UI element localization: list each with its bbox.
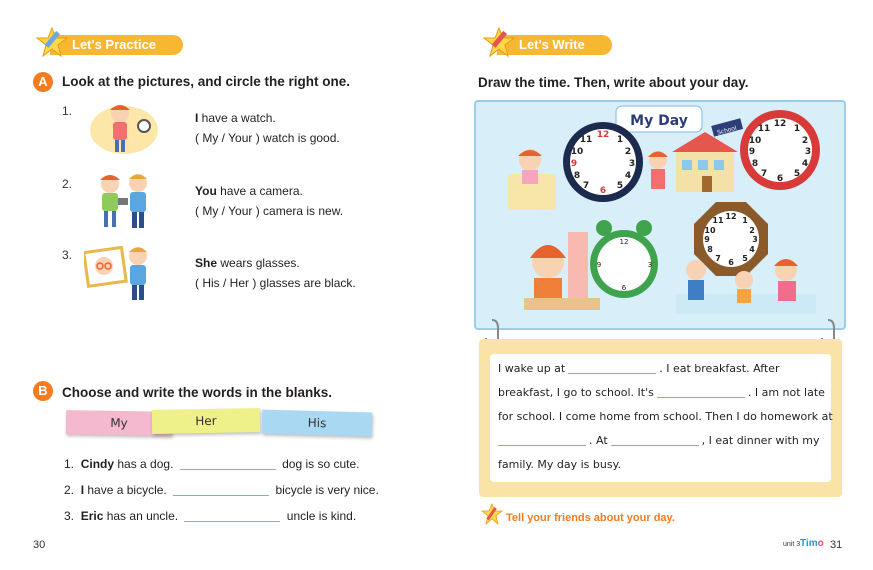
svg-text:12: 12: [596, 130, 610, 140]
answer-blank[interactable]: [657, 397, 745, 398]
svg-text:3: 3: [628, 159, 636, 169]
section-a-title: Look at the pictures, and circle the right one.: [62, 74, 351, 89]
write-instruction: Draw the time. Then, write about your day.: [478, 75, 749, 90]
answer-blank[interactable]: [173, 495, 269, 496]
item-choice[interactable]: ( His / Her ) glasses are black.: [195, 276, 356, 290]
lets-write-banner: [497, 35, 612, 55]
svg-text:12: 12: [725, 212, 737, 221]
svg-text:12: 12: [619, 238, 629, 246]
svg-text:9: 9: [596, 261, 602, 269]
svg-text:1: 1: [793, 124, 801, 134]
kids-with-camera-picture: [88, 172, 160, 230]
section-a-badge: A: [33, 72, 53, 92]
svg-text:6: 6: [599, 186, 607, 196]
svg-text:7: 7: [760, 169, 768, 179]
svg-text:3: 3: [647, 261, 653, 269]
svg-text:6: 6: [621, 284, 627, 292]
page-number-right: 31: [830, 539, 843, 551]
svg-text:10: 10: [570, 147, 584, 157]
svg-text:11: 11: [579, 135, 593, 145]
svg-text:9: 9: [704, 235, 710, 244]
school-sign: School: [716, 124, 738, 137]
star-pencil-icon: [36, 26, 68, 58]
svg-text:6: 6: [728, 258, 734, 267]
svg-text:8: 8: [707, 245, 713, 254]
svg-text:9: 9: [570, 159, 578, 169]
word-card-my[interactable]: My: [66, 410, 172, 436]
svg-text:3: 3: [804, 147, 812, 157]
banner-label: Let's Practice: [72, 37, 157, 52]
svg-text:7: 7: [582, 181, 590, 191]
star-speech-icon: [481, 503, 503, 527]
item-number: 2.: [62, 177, 73, 191]
svg-text:4: 4: [749, 245, 755, 254]
word-card-her[interactable]: Her: [152, 408, 260, 434]
svg-text:12: 12: [773, 119, 787, 129]
word-card-his[interactable]: His: [262, 410, 373, 437]
answer-blank[interactable]: [568, 373, 656, 374]
answer-blank[interactable]: [184, 521, 280, 522]
item-number: 3.: [62, 248, 73, 262]
svg-text:4: 4: [801, 159, 809, 169]
svg-text:8: 8: [751, 159, 759, 169]
item-sentence: You have a camera.: [195, 184, 303, 198]
answer-blank[interactable]: [498, 445, 586, 446]
svg-text:4: 4: [624, 171, 632, 181]
page-number-left: 30: [33, 539, 46, 551]
writing-line: I wake up at . I eat breakfast. After: [498, 362, 780, 375]
svg-text:2: 2: [624, 147, 632, 157]
banner-label: Let's Write: [519, 37, 585, 52]
tell-friends-prompt: Tell your friends about your day.: [506, 512, 675, 524]
svg-text:8: 8: [573, 171, 581, 181]
my-day-title: My Day: [630, 113, 688, 129]
blank-sentence: 3. Eric has an uncle. uncle is kind.: [64, 509, 357, 523]
svg-text:9: 9: [748, 147, 756, 157]
svg-text:6: 6: [776, 174, 784, 184]
svg-text:11: 11: [757, 124, 771, 134]
writing-line: for school. I come home from school. Then I do homework at: [498, 410, 833, 423]
writing-line: . At , I eat dinner with my: [498, 434, 820, 447]
item-choice[interactable]: ( My / Your ) camera is new.: [195, 204, 344, 218]
item-choice[interactable]: ( My / Your ) watch is good.: [195, 131, 340, 145]
lets-practice-banner: [50, 35, 183, 55]
svg-text:5: 5: [742, 254, 748, 263]
svg-text:10: 10: [748, 136, 762, 146]
svg-text:10: 10: [704, 226, 716, 235]
timo-logo: Timo: [800, 538, 824, 549]
svg-text:2: 2: [801, 136, 809, 146]
blank-sentence: 2. I have a bicycle. bicycle is very nice.: [64, 483, 379, 497]
unit-label: unit 3: [783, 541, 801, 548]
writing-line: family. My day is busy.: [498, 458, 622, 471]
item-sentence: She wears glasses.: [195, 256, 300, 270]
svg-text:2: 2: [749, 226, 755, 235]
svg-text:7: 7: [715, 254, 721, 263]
my-day-illustration: [474, 100, 846, 330]
answer-blank[interactable]: [611, 445, 699, 446]
item-number: 1.: [62, 104, 73, 118]
svg-text:5: 5: [793, 169, 801, 179]
girl-with-watch-picture: [86, 100, 166, 158]
section-b-title: Choose and write the words in the blanks.: [62, 385, 333, 400]
svg-text:11: 11: [712, 216, 724, 225]
section-b-badge: B: [33, 381, 53, 401]
writing-line: breakfast, I go to school. It's . I am not late: [498, 386, 825, 399]
svg-text:1: 1: [616, 135, 624, 145]
answer-blank[interactable]: [180, 469, 276, 470]
item-sentence: I have a watch.: [195, 111, 276, 125]
svg-text:5: 5: [616, 181, 624, 191]
star-pencil-icon: [483, 26, 515, 58]
svg-text:1: 1: [742, 216, 748, 225]
boy-with-photo-picture: [84, 244, 156, 302]
blank-sentence: 1. Cindy has a dog. dog is so cute.: [64, 457, 360, 471]
svg-text:3: 3: [752, 235, 758, 244]
